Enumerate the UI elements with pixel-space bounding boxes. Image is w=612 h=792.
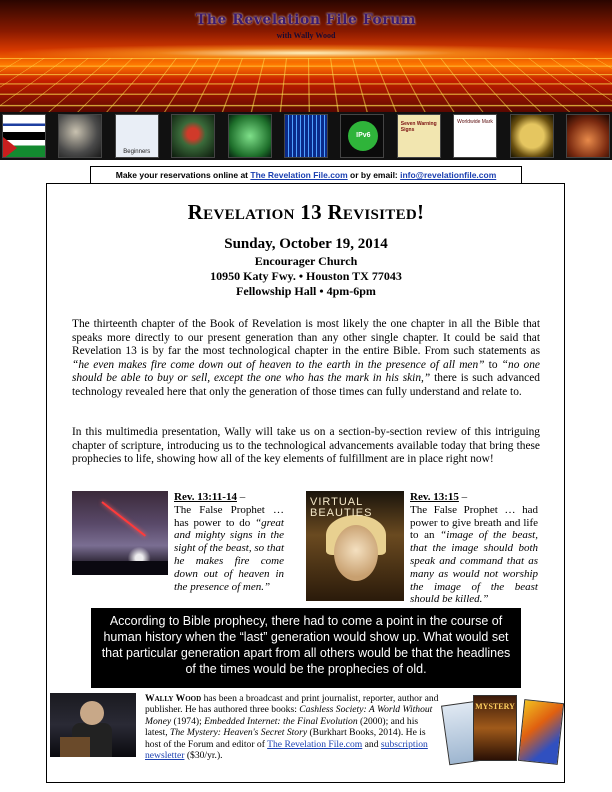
beginners-label: Beginners <box>123 149 151 155</box>
book-cover-label: Seven Warning Signs <box>400 121 437 133</box>
thumbnail-strip <box>0 112 612 160</box>
newsletter-link[interactable]: subscription newsletter <box>145 738 428 762</box>
verse-lead-2: The False Prophet … had power to give breath and life to an <box>410 503 538 542</box>
bio-text-1: has been a broadcast and print journalist, reporter, author and publisher. He has authored three books: <box>145 693 439 716</box>
binary-code-icon <box>284 114 328 158</box>
verse-quote-1: “great and mighty signs in the sight of the beast, so that he makes fire come down out of heaven in the presence of men.” <box>174 516 284 593</box>
mystery-cover-title: MYSTERY <box>475 702 515 711</box>
event-date: Sunday, October 19, 2014 <box>224 236 388 252</box>
intro-quote-1: “he even makes fire come down out of heaven to the earth in the presence of all men” <box>72 358 485 371</box>
ipv6-icon <box>340 114 384 158</box>
flags-icon <box>2 114 46 158</box>
document-icon <box>453 114 497 158</box>
event-title: Revelation 13 Revisited! <box>187 200 425 224</box>
header-banner <box>0 0 612 112</box>
book-covers <box>445 693 563 769</box>
intro-text-c: there is such advanced technology revealed here that only the generation of those times can fully understand and relate to. <box>72 372 540 398</box>
intro-text-b: to <box>484 358 502 371</box>
circuit-face-icon <box>171 114 215 158</box>
prophecy-quote-box: According to Bible prophecy, there had to come a point in the course of human history when the “last” generation would show up. What would set that particular generation apart from all others would be that the headlines of the times would be the prophecies of old. <box>91 608 521 688</box>
book-title-2: Embedded Internet: the Final Evolution <box>204 715 358 727</box>
bio-text-5: and <box>362 738 381 750</box>
virtual-beauties-cover <box>306 491 404 601</box>
ipv6-label: IPv6 <box>348 121 378 151</box>
author-name: Wally Wood <box>145 693 202 704</box>
reservation-bar <box>90 166 522 184</box>
verse-lead-1: The False Prophet … has power to do <box>174 503 284 529</box>
cover-face <box>334 525 378 581</box>
verse-caption-1: Rev. 13:11-14 – The False Prophet … has power to do “great and mighty signs in the sight of the beast, so that he makes fire come down out of heaven in the presence of men.” <box>174 491 284 593</box>
lightning-photo <box>72 491 168 575</box>
podium <box>60 737 90 757</box>
book-cover-icon <box>397 114 441 158</box>
author-head <box>80 701 104 725</box>
bio-text-4: (Burkhart Books, 2014). He is host of the Forum and editor of <box>145 727 426 750</box>
intro-paragraph <box>72 318 540 399</box>
bio-text-2: (1974); <box>171 715 205 727</box>
author-photo <box>50 693 136 757</box>
chip-card-icon <box>510 114 554 158</box>
green-network-icon <box>228 114 272 158</box>
event-address: 10950 Katy Fwy. • Houston TX 77043 <box>210 269 402 283</box>
forum-title: The Revelation File Forum <box>195 12 417 28</box>
verse-ref-2: Rev. 13:15 <box>410 491 459 503</box>
intro-text-a: The thirteenth chapter of the Book of Revelation is most likely the one chapter in all the Bible that speaks more directly to our present generation than any other single chapter. It could be said that Revelation 13 is by far the most technological chapter in the entire Bible. From such statements as <box>72 318 540 357</box>
book-cover-embedded <box>518 699 564 765</box>
bio-text-6: ($30/yr.). <box>184 750 223 762</box>
grid-floor <box>0 58 612 112</box>
revelation-file-link[interactable]: The Revelation File.com <box>267 738 363 750</box>
smoke-cloud-icon <box>58 114 102 158</box>
beginners-icon <box>115 114 159 158</box>
book-title-3: The Mystery: Heaven's Secret Story <box>170 727 308 739</box>
forum-subtitle: with Wally Wood <box>276 31 336 40</box>
verse-caption-2: Rev. 13:15 – The False Prophet … had power to give breath and life to an “image of the beast, that the image should both speak and command that as many as would not worship the image of the beast should be killed.” <box>410 491 538 606</box>
verse-quote-2: “image of the beast, that the image should both speak and command that as many as would not worship the image of the beast should be killed.” <box>410 529 538 606</box>
event-room: Fellowship Hall • 4pm-6pm <box>236 284 376 298</box>
hand-chip-icon <box>566 114 610 158</box>
verse-ref-1: Rev. 13:11-14 <box>174 491 237 503</box>
reservation-prefix: Make your reservations online at <box>115 170 251 180</box>
intro-quote-2: “no one should be able to buy or sell, except the one who has the mark in his skin,” <box>72 358 540 384</box>
event-place: Encourager Church <box>254 254 358 268</box>
site-link[interactable]: The Revelation File.com <box>250 170 348 180</box>
author-bio <box>145 693 441 761</box>
reservation-middle: or by email: <box>347 170 401 180</box>
book-title-1: Cashless Society: A World Without Money <box>145 704 433 727</box>
document-label: Worldwide Mark <box>457 119 493 125</box>
bio-text-3: (2000); and his latest, <box>145 715 419 739</box>
book-cover-mystery <box>473 695 517 761</box>
presentation-paragraph: In this multimedia presentation, Wally will take us on a section-by-section review of this intriguing chapter of scripture, introducing us to the technological advancements available today that bring these prophecies to life, showing how all of the key elements of fulfillment are in place right now! <box>72 426 540 465</box>
email-link[interactable]: info@revelationfile.com <box>400 170 497 180</box>
cover-title: VIRTUAL BEAUTIES <box>310 496 373 519</box>
